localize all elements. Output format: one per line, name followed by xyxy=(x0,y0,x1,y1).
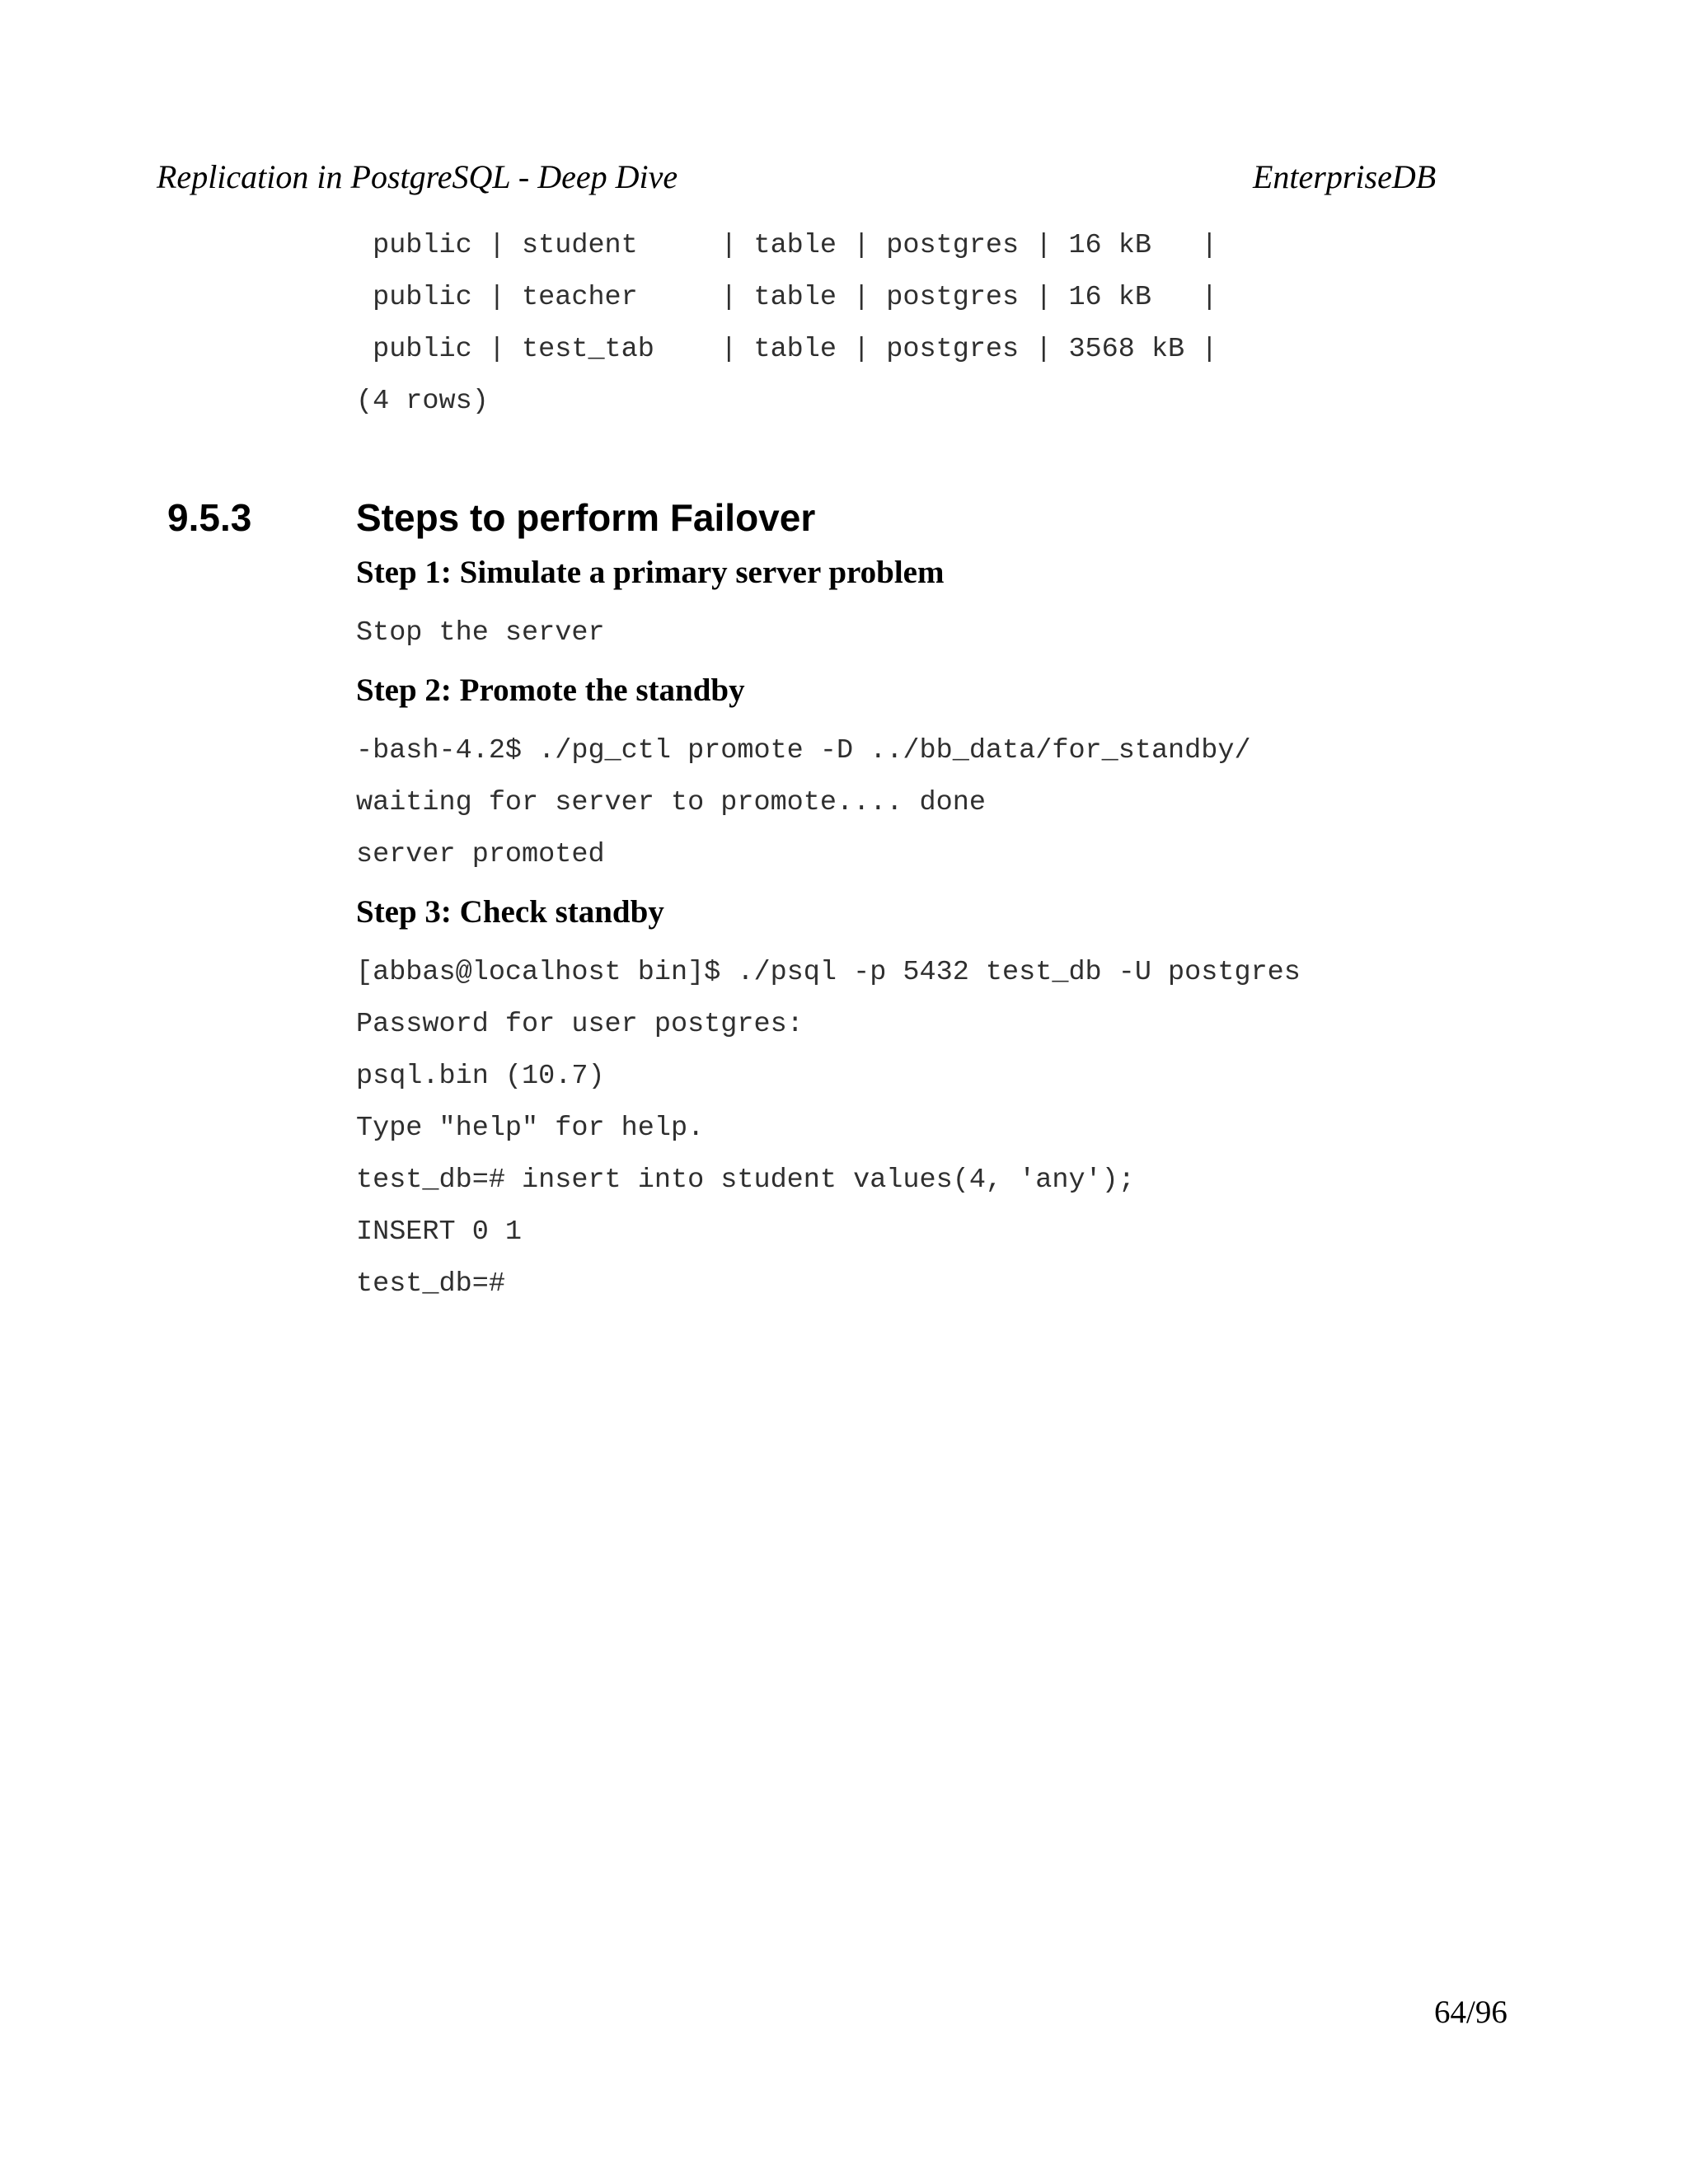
section-number: 9.5.3 xyxy=(167,496,252,539)
table-output-row-count: (4 rows) xyxy=(356,386,489,417)
header-document-title: Replication in PostgreSQL - Deep Dive xyxy=(157,158,678,195)
step-2-line: waiting for server to promote.... done xyxy=(356,787,986,818)
step-3-heading: Step 3: Check standby xyxy=(356,894,664,930)
step-3-line: [abbas@localhost bin]$ ./psql -p 5432 test_db -U postgres xyxy=(356,957,1301,988)
header-company-name: EnterpriseDB xyxy=(1253,158,1437,195)
step-3-line: test_db=# xyxy=(356,1268,505,1300)
step-3-line: Type "help" for help. xyxy=(356,1113,705,1144)
step-1-heading: Step 1: Simulate a primary server problem xyxy=(356,555,945,590)
step-2-line: -bash-4.2$ ./pg_ctl promote -D ../bb_data/for_standby/ xyxy=(356,735,1251,766)
step-3-line: psql.bin (10.7) xyxy=(356,1061,605,1092)
step-1-line: Stop the server xyxy=(356,617,605,649)
step-3-line: Password for user postgres: xyxy=(356,1009,804,1040)
step-3-line: INSERT 0 1 xyxy=(356,1216,523,1248)
step-3-line: test_db=# insert into student values(4, 'any'); xyxy=(356,1165,1135,1196)
table-output-row: public | student | table | postgres | 16 kB | xyxy=(356,230,1218,261)
page-number: 64/96 xyxy=(1434,1994,1507,2030)
table-output-row: public | test_tab | table | postgres | 3568 kB | xyxy=(356,334,1218,365)
table-output-row: public | teacher | table | postgres | 16 kB | xyxy=(356,282,1218,313)
step-2-heading: Step 2: Promote the standby xyxy=(356,673,745,708)
section-title: Steps to perform Failover xyxy=(356,496,816,539)
step-2-line: server promoted xyxy=(356,839,605,870)
